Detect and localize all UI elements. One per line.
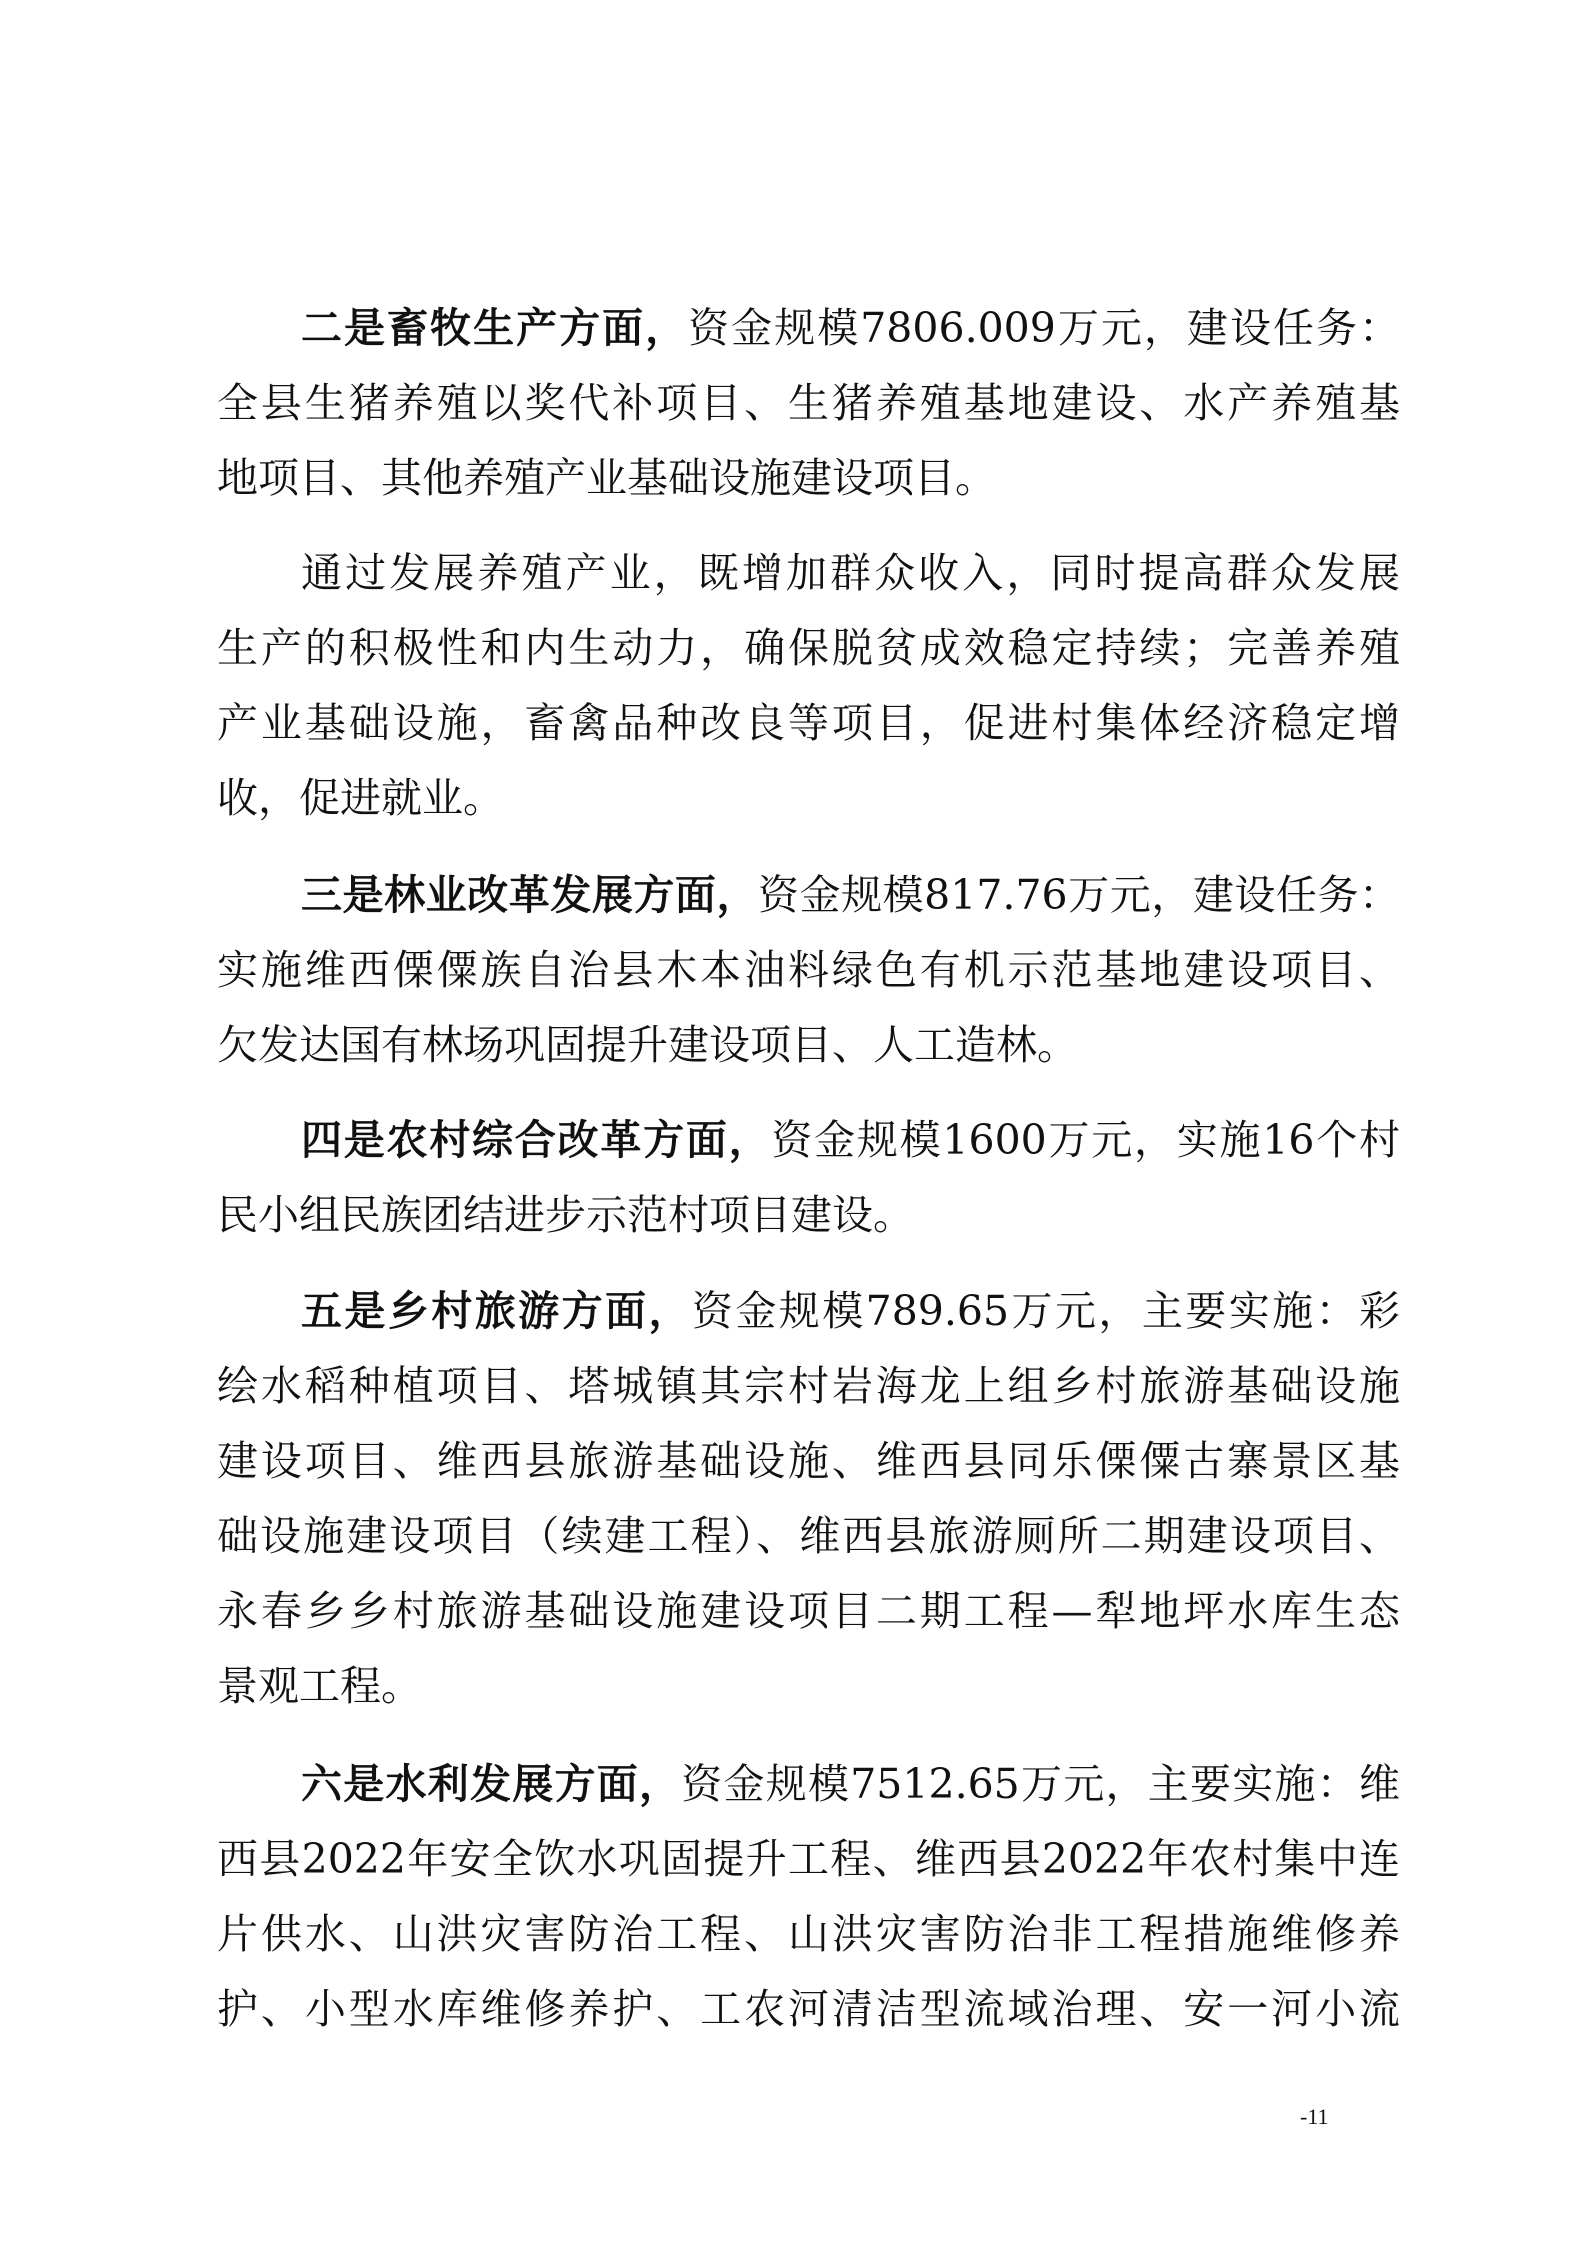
line-text: 欠发达国有林场巩固提升建设项目、人工造林。 xyxy=(217,1021,1078,1069)
text-line xyxy=(217,1349,1400,1424)
text-line xyxy=(217,1897,1400,1972)
line-text: 资金规模1600万元，实施16个村 xyxy=(771,1116,1401,1164)
line-text: 资金规模817.76万元，建设任务： xyxy=(758,871,1400,919)
paragraph xyxy=(217,858,1400,1083)
line-text: 资金规模789.65万元，主要实施：彩 xyxy=(691,1287,1400,1335)
paragraph xyxy=(217,1103,1400,1253)
text-line xyxy=(217,858,1400,933)
paragraph-lead: 六是水利发展方面， xyxy=(301,1760,682,1808)
text-line xyxy=(217,536,1400,611)
text-line xyxy=(217,1178,1400,1253)
text-line xyxy=(217,1822,1400,1897)
line-text: 全县生猪养殖以奖代补项目、生猪养殖基地建设、水产养殖基 xyxy=(217,379,1400,427)
line-text: 片供水、山洪灾害防治工程、山洪灾害防治非工程措施维修养 xyxy=(217,1910,1400,1958)
line-text: 永春乡乡村旅游基础设施建设项目二期工程—犁地坪水库生态 xyxy=(217,1587,1400,1635)
line-text: 生产的积极性和内生动力，确保脱贫成效稳定持续；完善养殖 xyxy=(217,624,1400,672)
line-text: 景观工程。 xyxy=(217,1662,422,1710)
text-line xyxy=(217,1103,1400,1178)
line-text: 西县2022年安全饮水巩固提升工程、维西县2022年农村集中连 xyxy=(217,1835,1400,1883)
line-text: 收，促进就业。 xyxy=(217,774,504,822)
text-line xyxy=(217,1574,1400,1649)
line-text: 通过发展养殖产业，既增加群众收入，同时提高群众发展 xyxy=(301,549,1400,597)
paragraph xyxy=(217,1747,1400,2047)
paragraph-lead: 三是林业改革发展方面， xyxy=(301,871,758,919)
text-line xyxy=(217,1499,1400,1574)
line-text: 实施维西傈僳族自治县木本油料绿色有机示范基地建设项目、 xyxy=(217,946,1400,994)
line-text: 产业基础设施，畜禽品种改良等项目，促进村集体经济稳定增 xyxy=(217,699,1400,747)
text-line xyxy=(217,611,1400,686)
paragraph-lead: 五是乡村旅游方面， xyxy=(301,1287,692,1335)
line-text: 护、小型水库维修养护、工农河清洁型流域治理、安一河小流 xyxy=(217,1985,1400,2033)
line-text: 绘水稻种植项目、塔城镇其宗村岩海龙上组乡村旅游基础设施 xyxy=(217,1362,1400,1410)
text-line xyxy=(217,1008,1400,1083)
text-line xyxy=(217,1424,1400,1499)
page-number: -11 xyxy=(1300,2104,1329,2129)
paragraph-lead: 四是农村综合改革方面， xyxy=(301,1116,772,1164)
line-text: 础设施建设项目（续建工程）、维西县旅游厕所二期建设项目、 xyxy=(217,1512,1400,1560)
line-text: 地项目、其他养殖产业基础设施建设项目。 xyxy=(217,454,996,502)
text-line xyxy=(217,366,1400,441)
line-text: 民小组民族团结进步示范村项目建设。 xyxy=(217,1191,914,1239)
line-text: 资金规模7806.009万元，建设任务： xyxy=(688,304,1400,352)
text-line xyxy=(217,1649,1400,1724)
line-text: 建设项目、维西县旅游基础设施、维西县同乐傈僳古寨景区基 xyxy=(217,1437,1400,1485)
text-line xyxy=(217,1972,1400,2047)
text-line xyxy=(217,441,1400,516)
paragraph-lead: 二是畜牧生产方面， xyxy=(301,304,689,352)
paragraph xyxy=(217,536,1400,836)
text-line xyxy=(217,686,1400,761)
text-line xyxy=(217,1274,1400,1349)
text-line xyxy=(217,761,1400,836)
text-line xyxy=(217,291,1400,366)
text-line xyxy=(217,1747,1400,1822)
line-text: 资金规模7512.65万元，主要实施：维 xyxy=(681,1760,1401,1808)
paragraph xyxy=(217,1274,1400,1724)
text-line xyxy=(217,933,1400,1008)
paragraph xyxy=(217,291,1400,516)
